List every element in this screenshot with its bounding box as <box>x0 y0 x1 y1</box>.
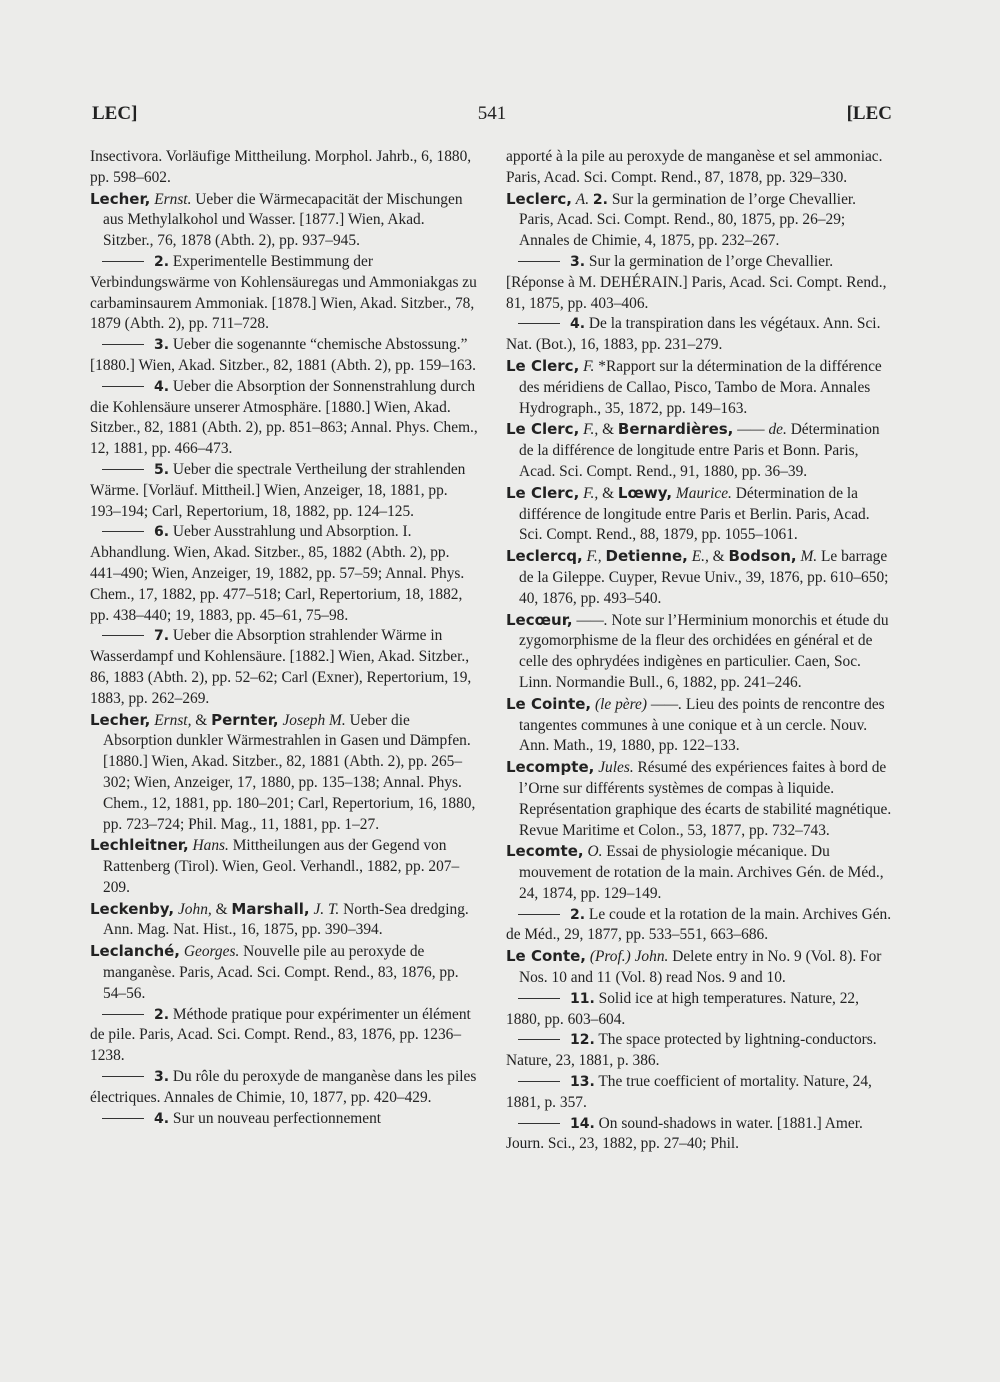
header-left: LEC] <box>92 103 138 124</box>
entry-number: 5. <box>154 461 170 478</box>
entry-text: Nouvelle pile au peroxyde de manganèse. Paris, Acad. Sci. Compt. Rend., 83, 1876, pp. 54–56. <box>103 943 459 1002</box>
entry-number: 7. <box>154 628 170 645</box>
author-name: Lecher, <box>90 710 151 729</box>
coauthor-name: Marshall, <box>231 899 310 918</box>
sub-entry <box>506 252 894 314</box>
entry-text: Solid ice at high temperatures. Nature, 22, 1880, pp. 603–604. <box>506 989 859 1028</box>
author-name: Le Clerc, <box>506 356 580 375</box>
coauthor-first-name: J. T. <box>313 900 340 918</box>
sub-entry <box>90 252 478 335</box>
coauthor-first-name: Maurice. <box>675 484 732 502</box>
ditto-dash <box>518 1081 560 1082</box>
entry-text: Du rôle du peroxyde de manganèse dans les piles électriques. Annales de Chimie, 10, 1877, pp. 420–429. <box>90 1068 477 1106</box>
author-entry <box>90 941 478 1004</box>
sub-entry <box>90 1067 478 1109</box>
coauthor-first-name: Joseph M. <box>282 711 346 729</box>
author-name: Le Clerc, <box>506 420 580 439</box>
ditto-dash <box>518 323 560 324</box>
entry-number: 2. <box>154 1006 170 1023</box>
entry-text: *Rapport sur la détermination de la différence des méridiens de Callao, Pisco, Tambo de Mora. Annales Hydrograph., 35, 1872, pp. 149–163. <box>519 357 882 417</box>
author-first-name: F., <box>583 484 599 502</box>
entry-text: Résumé des expériences faites à bord de l’Orne sur différents systèmes de compas à liquide. Représentation graphique des écarts de stabilité magnétique. Revue Maritime et Colon., 53, 1877, pp. 732–743. <box>519 759 892 839</box>
author-name: Le Clerc, <box>506 483 580 502</box>
entry-text: Le barrage de la Gileppe. Cuyper, Revue Univ., 39, 1876, pp. 610–650; 40, 1876, pp. 493–540. <box>519 548 889 607</box>
entry-text: Delete entry in No. 9 (Vol. 8). For Nos. 10 and 11 (Vol. 8) read Nos. 9 and 10. <box>519 948 882 987</box>
entry-number: 11. <box>570 990 595 1007</box>
entry-text: Note sur l’Herminium monorchis et étude du zygomorphisme de la fleur des orchidées en général et de celle des ophrydées indigènes en particulier. Caen, Soc. Linn. Normandie Bull., 6, 1882, pp. 241–246. <box>519 611 889 691</box>
sub-entry <box>506 989 894 1031</box>
entry-text: Détermination de la différence de longitude entre Paris et Bonn. Paris, Acad. Sci. Compt. Rend., 91, 1880, pp. 36–39. <box>519 421 880 480</box>
sub-entry <box>506 1030 894 1072</box>
author-name: Lecompte, <box>506 758 595 777</box>
ditto-dash <box>102 386 144 387</box>
continued-text <box>90 147 478 189</box>
sub-entry <box>506 314 894 356</box>
running-header <box>92 103 892 133</box>
entry-number: 2. <box>154 253 170 270</box>
author-name: Leclanché, <box>90 942 181 961</box>
ditto-dash <box>102 469 144 470</box>
entry-number: 3. <box>154 337 170 354</box>
author-entry <box>506 841 894 904</box>
coauthor-name: Bernardières, <box>617 420 734 439</box>
coauthor-name: Detienne, <box>605 547 688 566</box>
entry-number: 4. <box>154 378 170 395</box>
entry-number: 4. <box>154 1110 170 1127</box>
coauthor-name: Lœwy, <box>617 483 673 502</box>
entry-text: Lieu des points de rencontre des tangentes communes à une conique et à un cercle. Nouv. Ann. Math., 19, 1880, pp. 122–133. <box>519 695 885 755</box>
author-name: Leclerc, <box>506 189 572 208</box>
entry-number: 2. <box>570 906 586 923</box>
entry-number: 14. <box>570 1115 595 1132</box>
entry-text: Insectivora. Vorläufige Mittheilung. Morphol. Jahrb., 6, 1880, pp. 598–602. <box>90 148 472 186</box>
author-first-name: John, <box>177 900 212 918</box>
entry-text: Sur la germination de l’orge Chevallier. Paris, Acad. Sci. Compt. Rend., 80, 1875, pp. 26–29; Annales de Chimie, 4, 1875, pp. 232–267. <box>519 190 857 250</box>
entry-text: Ueber die Absorption dunkler Wärmestrahlen in Gasen und Dämpfen. [1880.] Wien, Akad. Sitzber., 82, 1881 (Abth. 2), pp. 265–302; Wien, Anzeiger, 17, 1880, pp. 135–138; Annal. Phys. Chem., 12, 1881, pp. 180–201; Carl, Repertorium, 16, 1880, pp. 723–724; Phil. Mag., 11, 1881, pp. 1–27. <box>103 711 476 833</box>
author-first-name: O. <box>587 843 603 861</box>
sub-entry <box>90 1005 478 1067</box>
coauthor-name: Pernter, <box>211 710 279 729</box>
entry-text: Ueber die Absorption der Sonnenstrahlung durch die Kohlensäure unserer Atmosphäre. [1880.] Wien, Akad. Sitzber., 82, 1881 (Abth. 2), pp. 851–863; Annal. Phys. Chem., 12, 1881, pp. 466–473. <box>90 377 478 458</box>
ditto-dash <box>518 998 560 999</box>
author-first-name: Georges. <box>183 943 240 961</box>
author-name: Lecomte, <box>506 842 584 861</box>
ditto-dash <box>518 261 560 262</box>
sub-entry <box>90 626 478 709</box>
ditto-dash <box>518 1123 560 1124</box>
author-entry <box>90 835 478 898</box>
author-name: Leckenby, <box>90 899 175 918</box>
sub-entry <box>506 1114 894 1156</box>
author-entry <box>506 757 894 841</box>
entry-text: Ueber die Absorption strahlender Wärme in Wasserdampf und Kohlensäure. [1882.] Wien, Akad. Sitzber., 86, 1883 (Abth. 2), pp. 52–62; Carl (Exner), Repertorium, 19, 1883, pp. 262–269. <box>90 627 472 707</box>
author-name: Leclercq, <box>506 547 583 566</box>
entry-text: Le coude et la rotation de la main. Archives Gén. de Méd., 29, 1877, pp. 533–551, 663–686. <box>506 905 892 944</box>
sub-entry <box>90 1109 478 1130</box>
page-number: 541 <box>477 103 507 124</box>
sub-entry <box>506 1072 894 1114</box>
sub-entry <box>90 335 478 377</box>
author-entry <box>506 189 894 252</box>
ditto-dash <box>518 1039 560 1040</box>
entry-number: 12. <box>570 1032 595 1049</box>
author-name: Lecœur, <box>506 610 573 629</box>
author-first-name: A. <box>575 190 590 208</box>
ditto-dash <box>102 531 144 532</box>
left-column <box>90 147 478 1129</box>
author-entry: Leckenby, John, & Marshall, J. T. North-Sea dredging. Ann. Mag. Nat. Hist., 16, 1875, pp. 390–394. <box>90 899 469 939</box>
sub-entry <box>506 905 894 947</box>
coauthor-first-name: M. <box>800 548 818 566</box>
author-entry <box>506 946 894 989</box>
author-entry <box>90 189 478 252</box>
entry-text: Essai de physiologie mécanique. Du mouvement de rotation de la main. Archives Gén. de Méd., 24, 1874, pp. 129–149. <box>519 843 884 902</box>
author-first-name: Hans. <box>192 837 229 855</box>
entry-text: Mittheilungen aus der Gegend von Rattenberg (Tirol). Wien, Geol. Verhandl., 1882, pp. 207–209. <box>103 837 460 896</box>
sub-entry <box>90 377 478 460</box>
author-first-name: Jules. <box>598 759 634 777</box>
coauthor-first-name: E., <box>691 548 709 566</box>
author-first-name: F., <box>583 421 599 439</box>
author-first-name: ——. <box>576 611 608 629</box>
author-entry <box>506 694 894 757</box>
sub-entry <box>90 460 478 522</box>
entry-text: De la transpiration dans les végétaux. Ann. Sci. Nat. (Bot.), 16, 1883, pp. 231–279. <box>506 315 881 354</box>
author-first-name: Ernst. <box>154 190 192 208</box>
header-right: [LEC <box>846 103 892 124</box>
author-first-name: F., <box>586 548 602 566</box>
entry-text: Détermination de la différence de longitude entre Paris et Berlin. Paris, Acad. Sci. Compt. Rend., 88, 1879, pp. 1055–1061. <box>519 484 870 544</box>
entry-number: 6. <box>154 524 170 541</box>
ditto-dash <box>102 1118 144 1119</box>
entry-number: 2. <box>592 191 608 208</box>
entry-number: 3. <box>154 1069 170 1086</box>
entry-text: On sound-shadows in water. [1881.] Amer. Journ. Sci., 23, 1882, pp. 27–40; Phil. <box>506 1114 863 1153</box>
right-column <box>506 147 894 1155</box>
author-first-name: Ernst, <box>154 711 192 729</box>
ditto-dash <box>102 1014 144 1015</box>
author-entry: Le Clerc, F., & Bernardières, —— de. Détermination de la différence de longitude entre Paris et Bonn. Paris, Acad. Sci. Compt. Rend., 91, 1880, pp. 36–39. <box>506 420 880 480</box>
author-entry <box>506 610 894 694</box>
author-entry: Leclercq, F., Detienne, E., & Bodson, M. Le barrage de la Gileppe. Cuyper, Revue Univ., 39, 1876, pp. 610–650; 40, 1876, pp. 493–540. <box>506 547 889 607</box>
author-first-name: (Prof.) John. <box>589 948 669 966</box>
ditto-dash <box>102 261 144 262</box>
author-name: Le Conte, <box>506 947 586 966</box>
entry-text: Sur la germination de l’orge Chevallier. [Réponse à M. DEHÉRAIN.] Paris, Acad. Sci. Compt. Rend., 81, 1875, pp. 403–406. <box>506 252 887 312</box>
entry-number: 13. <box>570 1074 595 1091</box>
entry-text: apporté à la pile au peroxyde de manganèse et sel ammoniac. Paris, Acad. Sci. Compt. Rend., 87, 1878, pp. 329–330. <box>506 148 883 186</box>
author-first-name: F. <box>583 357 595 375</box>
entry-text: Experimentelle Bestimmung der Verbindungswärme von Kohlensäuregas und Ammoniakgas zu carbaminsaurem Ammoniak. [1878.] Wien, Akad. Sitzber., 78, 1879 (Abth. 2), pp. 711–728. <box>90 252 477 333</box>
entry-number: 4. <box>570 316 586 333</box>
author-first-name: (le père) ——. <box>595 695 683 713</box>
entry-text: North-Sea dredging. Ann. Mag. Nat. Hist., 16, 1875, pp. 390–394. <box>103 900 469 939</box>
entry-text: Ueber die Wärmecapacität der Mischungen aus Methylalkohol und Wasser. [1877.] Wien, Akad. Sitzber., 76, 1878 (Abth. 2), pp. 937–945. <box>103 190 463 250</box>
author-name: Lecher, <box>90 189 151 208</box>
ditto-dash <box>102 635 144 636</box>
ditto-dash <box>102 344 144 345</box>
coauthor-name: Bodson, <box>728 547 797 566</box>
entry-text: The true coefficient of mortality. Nature, 24, 1881, p. 357. <box>506 1073 872 1111</box>
coauthor-first-name: —— de. <box>737 421 787 439</box>
ditto-dash <box>102 1076 144 1077</box>
author-name: Lechleitner, <box>90 836 189 855</box>
ditto-dash <box>518 914 560 915</box>
entry-text: Ueber die sogenannte “chemische Abstossung.” [1880.] Wien, Akad. Sitzber., 82, 1881 (Abth. 2), pp. 159–163. <box>90 336 476 374</box>
author-entry: Le Clerc, F., & Lœwy, Maurice. Détermination de la différence de longitude entre Paris et Berlin. Paris, Acad. Sci. Compt. Rend., 88, 1879, pp. 1055–1061. <box>506 483 870 544</box>
entry-text: Ueber Ausstrahlung und Absorption. I. Abhandlung. Wien, Akad. Sitzber., 85, 1882 (Abth. 2), pp. 441–490; Wien, Anzeiger, 19, 1882, pp. 57–59; Annal. Phys. Chem., 17, 1882, pp. 477–518; Carl, Repertorium, 18, 1882, pp. 438–440; 19, 1883, pp. 45–61, 75–98. <box>90 523 465 624</box>
entry-text: The space protected by lightning-conductors. Nature, 23, 1881, p. 386. <box>506 1031 877 1070</box>
author-entry: Lecher, Ernst, & Pernter, Joseph M. Ueber die Absorption dunkler Wärmestrahlen in Gasen und Dämpfen. [1880.] Wien, Akad. Sitzber., 82, 1881 (Abth. 2), pp. 265–302; Wien, Anzeiger, 17, 1880, pp. 135–138; Annal. Phys. Chem., 12, 1881, pp. 180–201; Carl, Repertorium, 16, 1880, pp. 723–724; Phil. Mag., 11, 1881, pp. 1–27. <box>90 710 476 833</box>
entry-text: Sur un nouveau perfectionnement <box>172 1109 382 1127</box>
entry-number: 3. <box>570 253 586 270</box>
sub-entry <box>90 522 478 626</box>
entry-text: Ueber die spectrale Vertheilung der strahlenden Wärme. [Vorläuf. Mittheil.] Wien, Anzeiger, 18, 1881, pp. 193–194; Carl, Repertorium, 18, 1882, pp. 124–125. <box>90 460 466 520</box>
entry-text: Méthode pratique pour expérimenter un élément de pile. Paris, Acad. Sci. Compt. Rend., 83, 1876, pp. 1236–1238. <box>90 1005 471 1065</box>
author-entry <box>506 356 894 419</box>
author-name: Le Cointe, <box>506 694 592 713</box>
continued-text <box>506 147 894 189</box>
